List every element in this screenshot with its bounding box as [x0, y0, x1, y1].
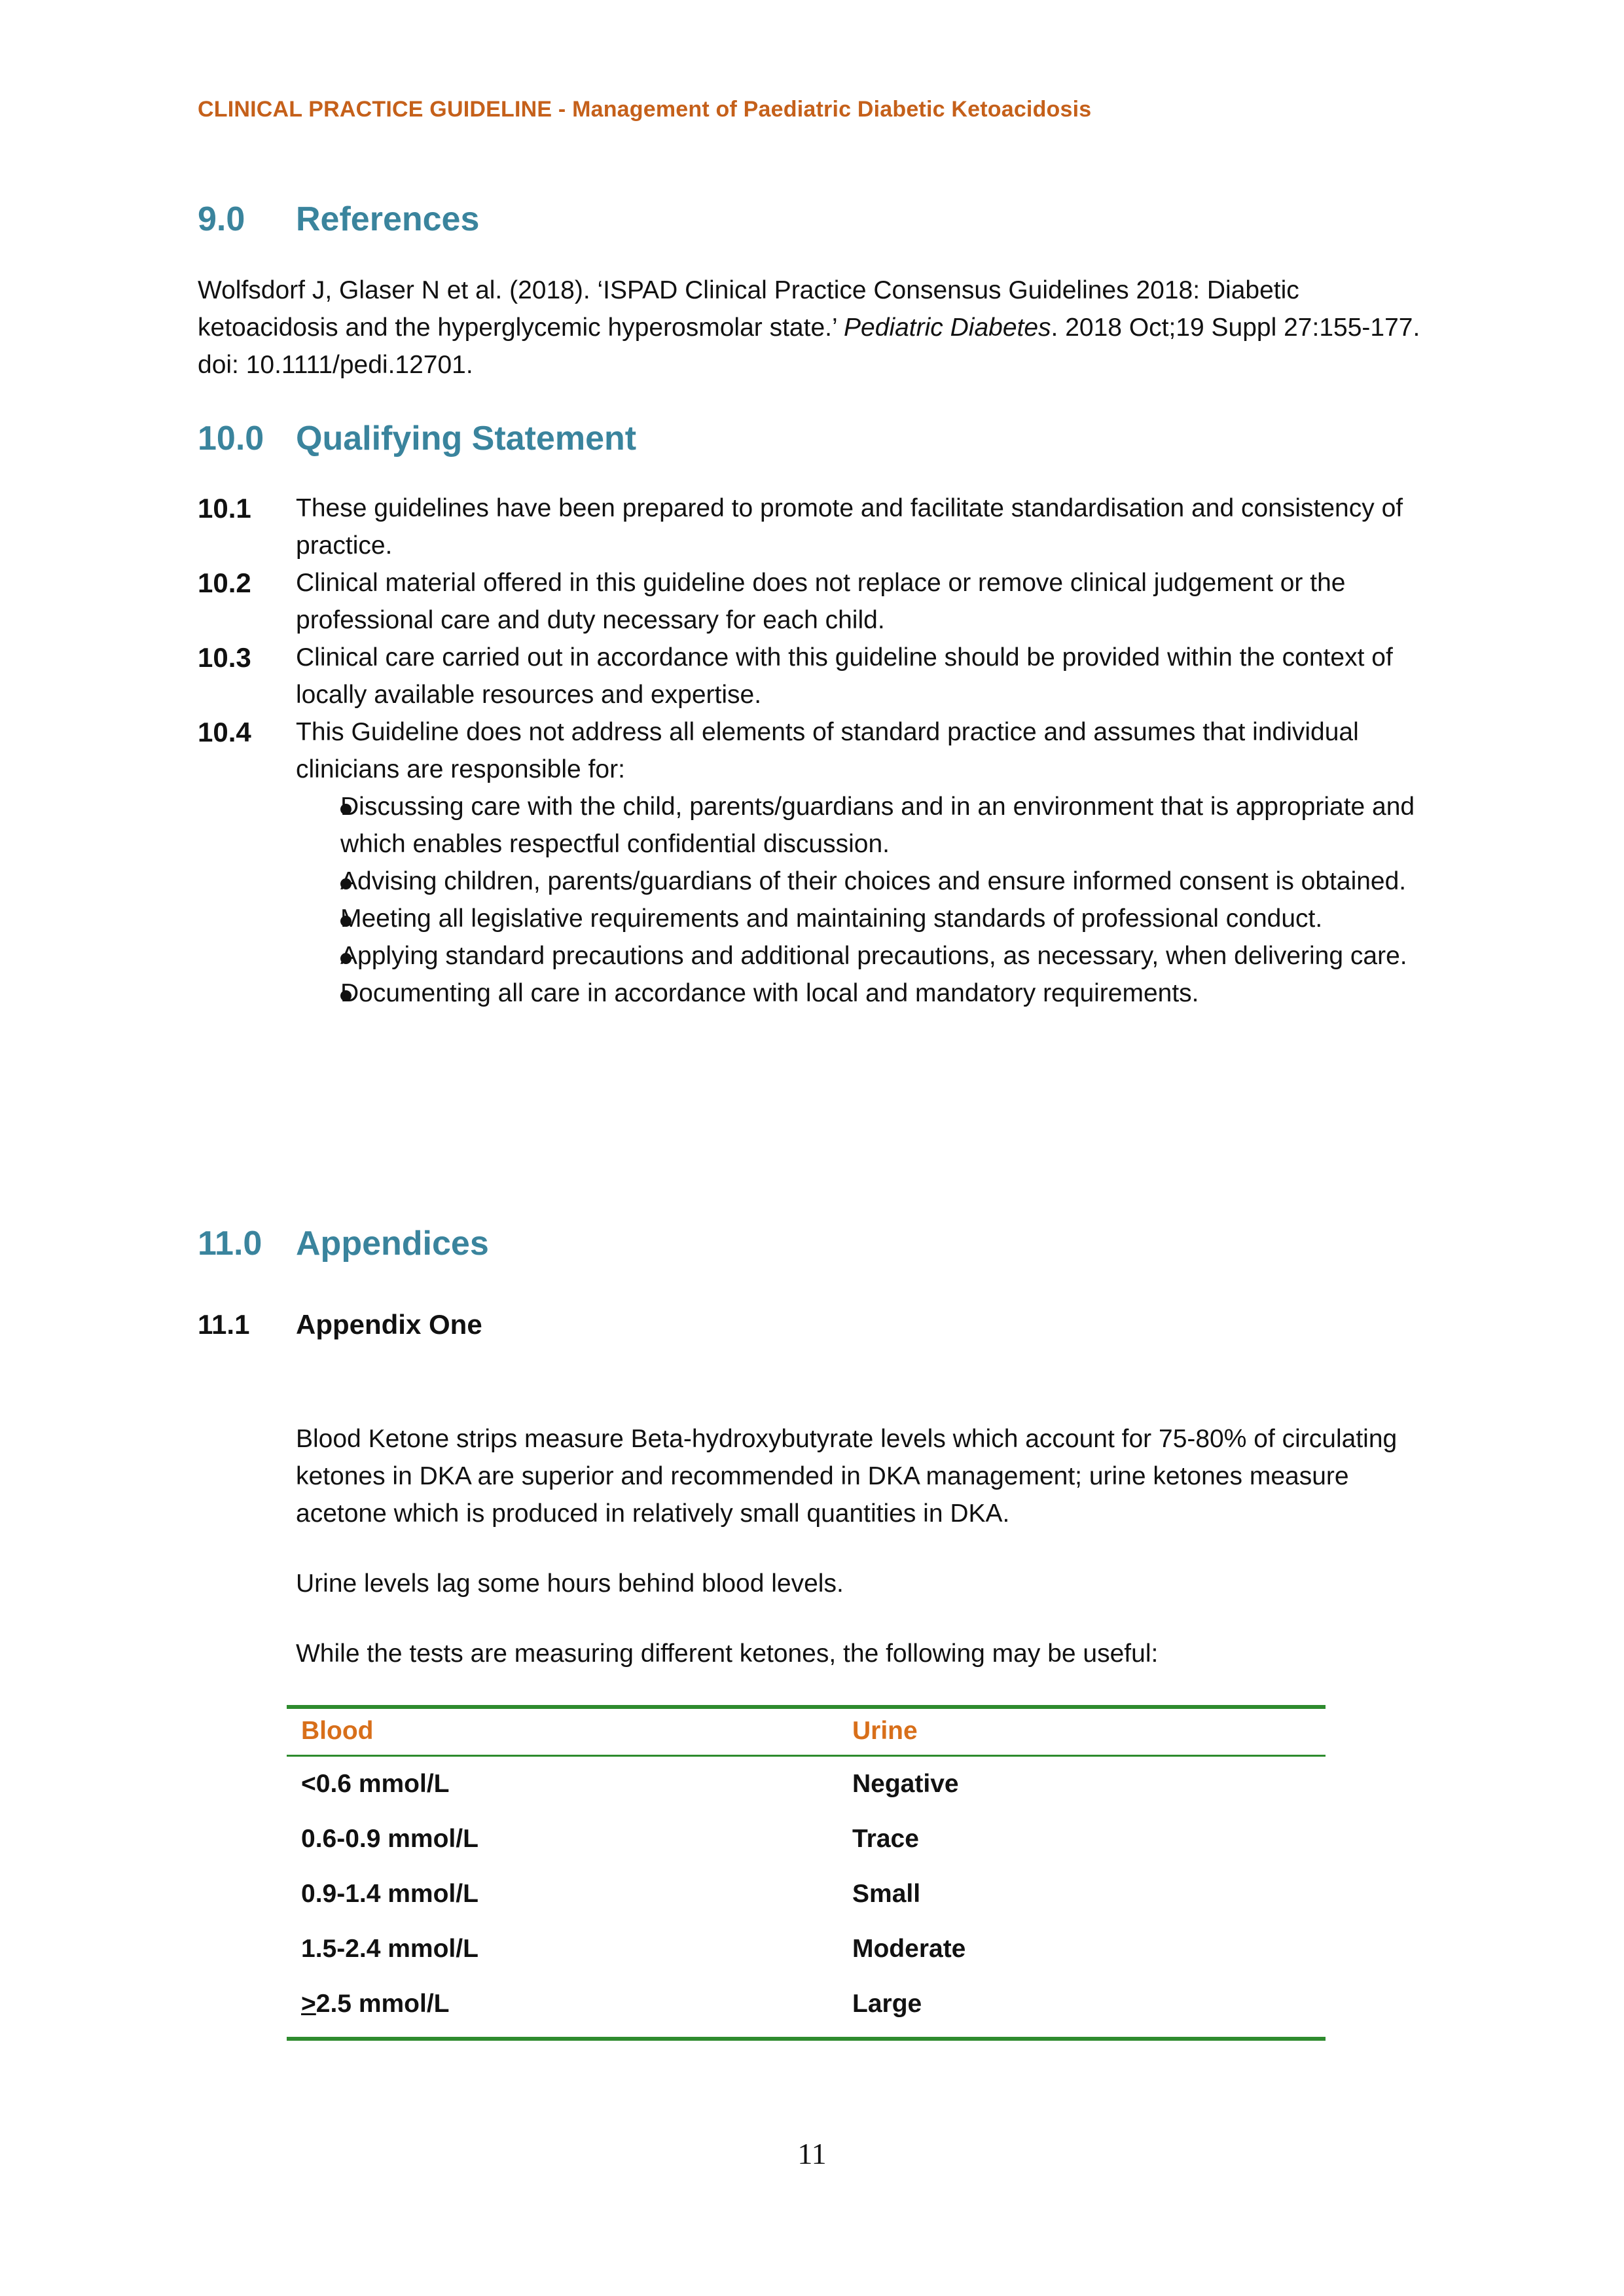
reference-entry [198, 272, 1422, 384]
table-row [287, 1867, 1326, 1922]
bullet-item [198, 900, 1441, 937]
header-separator: - [552, 97, 573, 122]
item-number: 10.1 [198, 493, 251, 524]
urine-cell: Large [838, 1977, 1326, 2039]
table-row [287, 1922, 1326, 1977]
bullet-text: Advising children, parents/guardians of their choices and ensure informed consent is obtained. [340, 867, 1407, 895]
column-header-urine: Urine [838, 1707, 1326, 1756]
page-number: 11 [797, 2137, 827, 2170]
qualifying-item [198, 713, 1441, 788]
bullet-icon [198, 937, 340, 975]
paragraph: While the tests are measuring different ketones, the following may be useful: [296, 1640, 1159, 1668]
greater-equal-prefix: > [301, 1990, 316, 2018]
urine-cell: Moderate [852, 1935, 966, 1963]
section-title: Qualifying Statement [296, 420, 637, 457]
header-title: CLINICAL PRACTICE GUIDELINE [198, 97, 552, 122]
section-heading-qualifying [198, 419, 636, 458]
section-title: References [296, 200, 480, 238]
bullet-icon [198, 863, 340, 900]
bullet-icon [198, 788, 340, 863]
paragraph: Blood Ketone strips measure Beta-hydroxybutyrate levels which account for 75-80% of circulating ketones in DKA are superior and recommended in DKA management; urine ketones measure acetone which is produced in relatively small quantities in DKA. [296, 1425, 1398, 1528]
item-text: Clinical material offered in this guideline does not replace or remove clinical judgement or the professional care and duty necessary for each child. [296, 569, 1346, 634]
section-number: 11.0 [198, 1225, 262, 1263]
reference-journal: Pediatric Diabetes [844, 314, 1051, 342]
item-number: 10.2 [198, 567, 251, 598]
item-text: These guidelines have been prepared to promote and facilitate standardisation and consistency of practice. [296, 494, 1403, 560]
qualifying-item [198, 639, 1441, 713]
reference-text: Wolfsdorf J, Glaser N et al. (2018). ‘ISPAD Clinical Practice Consensus Guidelines 2018: Diabetic ketoacidosis and the hyperglycemic hyperosmolar state.’ [198, 276, 1299, 342]
blood-cell: 0.9-1.4 mmol/L [301, 1880, 478, 1908]
item-text: Clinical care carried out in accordance with this guideline should be provided within the context of locally available resources and expertise. [296, 643, 1393, 709]
item-number: 10.4 [198, 717, 251, 747]
reference-text-end: . 2018 Oct;19 Suppl 27:155-177. doi: 10.1111/pedi.12701. [198, 314, 1420, 379]
table-row [287, 1977, 1326, 2039]
bullet-text: Meeting all legislative requirements and maintaining standards of professional conduct. [340, 905, 1323, 933]
qualifying-item [198, 564, 1441, 639]
bullet-text: Applying standard precautions and additional precautions, as necessary, when delivering care. [340, 942, 1407, 970]
item-number: 10.3 [198, 642, 251, 673]
bullet-text: Documenting all care in accordance with local and mandatory requirements. [340, 979, 1199, 1007]
section-number: 9.0 [198, 200, 245, 238]
section-number: 10.0 [198, 420, 264, 457]
blood-value: 2.5 mmol/L [316, 1990, 450, 2018]
qualifying-item [198, 490, 1441, 564]
urine-cell: Trace [852, 1825, 919, 1853]
bullet-item [198, 975, 1441, 1012]
blood-cell: <0.6 mmol/L [301, 1770, 450, 1798]
ketone-conversion-table [287, 1705, 1326, 2041]
blood-cell: 0.6-0.9 mmol/L [301, 1825, 478, 1853]
column-header-blood: Blood [287, 1707, 838, 1756]
blood-cell: 1.5-2.4 mmol/L [301, 1935, 478, 1963]
bullet-icon [198, 975, 340, 1012]
table-row [287, 1812, 1326, 1867]
qualifying-list [198, 490, 1441, 1012]
urine-cell: Negative [852, 1770, 959, 1798]
blood-cell [287, 1977, 838, 2039]
section-heading-appendices [198, 1224, 489, 1263]
subsection-heading [198, 1309, 482, 1340]
subsection-title: Appendix One [296, 1309, 482, 1340]
table-row [287, 1756, 1326, 1812]
table-header-row [287, 1707, 1326, 1756]
urine-cell: Small [852, 1880, 921, 1908]
bullet-text: Discussing care with the child, parents/guardians and in an environment that is appropriate and which enables respectful confidential discussion. [340, 793, 1415, 858]
bullet-item [198, 788, 1441, 863]
bullet-icon [198, 900, 340, 937]
header-subtitle: Management of Paediatric Diabetic Ketoacidosis [572, 97, 1092, 122]
item-text: This Guideline does not address all elements of standard practice and assumes that individual clinicians are responsible for: [296, 718, 1359, 783]
running-header [198, 97, 1091, 122]
paragraph: Urine levels lag some hours behind blood levels. [296, 1570, 844, 1598]
responsibility-bullets [198, 788, 1441, 1012]
bullet-item [198, 937, 1441, 975]
section-heading-references [198, 200, 479, 239]
appendix-body [296, 1420, 1422, 1705]
subsection-number: 11.1 [198, 1309, 250, 1340]
bullet-item [198, 863, 1441, 900]
section-title: Appendices [296, 1225, 489, 1263]
